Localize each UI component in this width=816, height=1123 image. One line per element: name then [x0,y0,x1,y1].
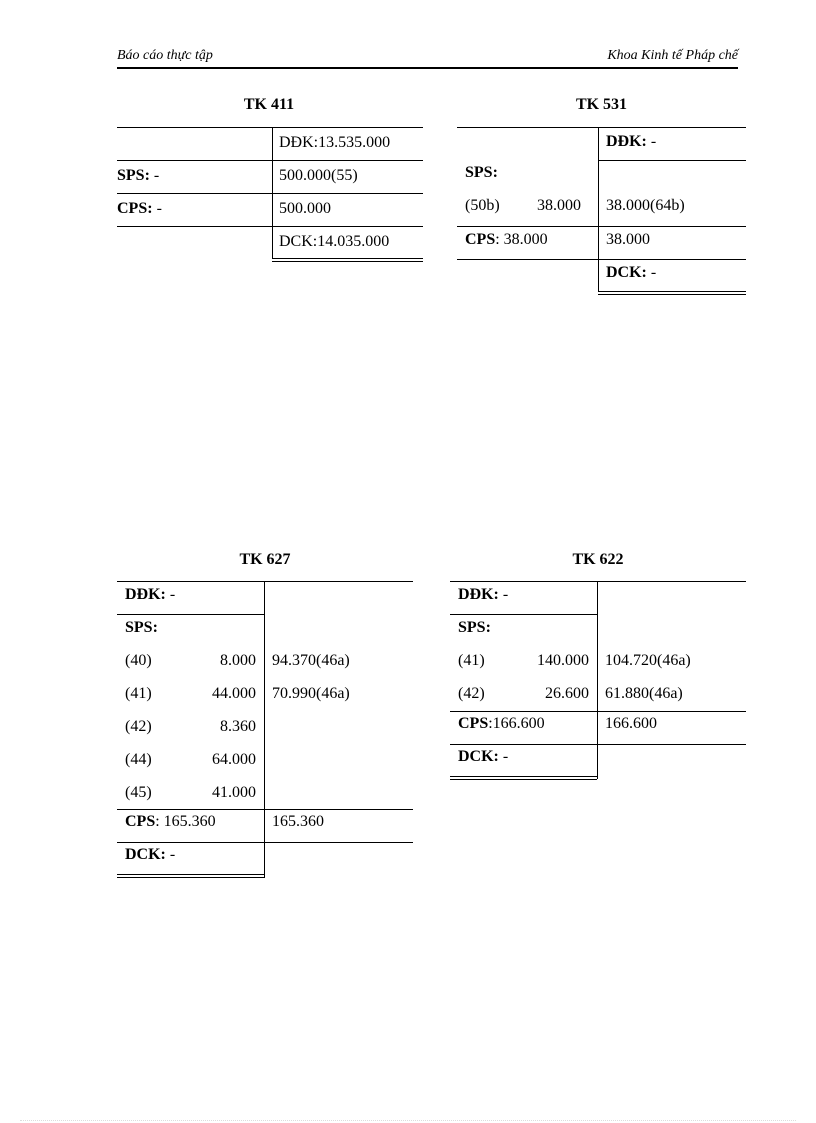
tk627-title: TK 627 [239,551,291,568]
tk622-dck-value: - [498,748,509,765]
tk411-account [117,127,423,263]
tk627-debit-ref: (44) [125,751,152,768]
tk627-account [117,581,413,881]
tk531-cps-value: : 38.000 [495,231,548,248]
tk622-divider [597,581,598,779]
tk411-sps-label: SPS: [117,167,150,184]
tk627-cps [125,813,216,831]
tk622-sps-label: SPS: [458,619,491,636]
tk627-closing-rule [117,874,264,878]
tk622-credit: 61.880(46a) [605,685,683,702]
page-bottom-border [20,1120,796,1121]
tk411-rule-1 [117,160,423,161]
tk531-cps-label: CPS [465,231,496,248]
tk411-closing-rule [272,258,423,262]
tk411-top-rule [117,127,423,128]
tk411-dck: DCK:14.035.000 [279,233,390,250]
tk531-title: TK 531 [575,96,628,113]
header-rule [117,67,738,69]
tk622-ddk-label: DĐK: [458,586,499,603]
tk627-ddk-value: - [165,586,176,603]
tk622-dck [458,748,508,766]
tk531-dck [606,264,656,282]
tk411-sps-value: - [149,167,160,184]
tk622-rule-3 [450,744,746,745]
tk411-sps [117,167,159,185]
tk627-debit-amount: 44.000 [212,685,256,702]
tk627-cps-credit: 165.360 [272,813,324,830]
tk622-top-rule [450,581,746,582]
tk531-entry-credit: 38.000(64b) [606,197,685,214]
tk531-dck-value: - [646,264,657,281]
tk531-top-rule [457,127,746,128]
tk622-cps-label: CPS [458,715,489,732]
tk531-divider [598,127,599,292]
tk411-sps-credit: 500.000(55) [279,167,358,184]
tk531-rule-2 [457,226,746,227]
tk627-debit-amount: 64.000 [212,751,256,768]
header-right: Khoa Kinh tế Pháp chế [607,48,738,63]
tk531-sps [465,164,498,182]
tk531-rule-1 [598,160,746,161]
tk622-ddk [458,586,508,604]
tk627-top-rule [117,581,413,582]
tk411-rule-3 [117,226,423,227]
tk531-cps [465,231,548,249]
tk627-debit-ref: (40) [125,652,152,669]
tk622-ddk-value: - [498,586,509,603]
tk622-debit-ref: (41) [458,652,485,669]
tk622-credit: 104.720(46a) [605,652,691,669]
tk622-account [450,581,746,783]
tk627-debit-amount: 8.360 [220,718,256,735]
tk622-dck-label: DCK: [458,748,499,765]
tk622-cps-value: :166.600 [488,715,545,732]
tk627-sps [125,619,158,637]
tk622-debit-ref: (42) [458,685,485,702]
tk627-debit-ref: (41) [125,685,152,702]
tk627-rule-1 [117,614,264,615]
tk531-ddk [606,133,656,151]
tk531-ddk-value: - [646,133,657,150]
tk627-debit-ref: (45) [125,784,152,801]
tk531-rule-3 [457,259,746,260]
tk627-divider [264,581,265,878]
tk627-debit-amount: 41.000 [212,784,256,801]
tk411-cps-value: - [152,200,162,217]
tk627-sps-label: SPS: [125,619,158,636]
tk531-sps-label: SPS: [465,164,498,181]
tk411-rule-2 [117,193,423,194]
tk411-ddk: DĐK:13.535.000 [279,134,391,151]
tk627-ddk [125,586,175,604]
tk627-rule-3 [117,842,413,843]
tk622-debit-amount: 140.000 [537,652,589,669]
tk622-title: TK 622 [572,551,624,568]
tk531-entry-ref: (50b) [465,197,500,214]
tk627-rule-2 [117,809,413,810]
tk411-cps-credit: 500.000 [279,200,331,217]
tk627-cps-label: CPS [125,813,156,830]
tk627-debit-ref: (42) [125,718,152,735]
tk627-ddk-label: DĐK: [125,586,166,603]
tk627-credit: 94.370(46a) [272,652,350,669]
tk627-credit: 70.990(46a) [272,685,350,702]
tk622-cps [458,715,545,733]
tk622-rule-2 [450,711,746,712]
tk622-rule-1 [450,614,597,615]
tk411-cps [117,200,162,218]
tk531-ddk-label: DĐK: [606,133,647,150]
tk627-dck-label: DCK: [125,846,166,863]
tk531-dck-label: DCK: [606,264,647,281]
header-left: Báo cáo thực tập [117,48,213,63]
tk531-cps-credit: 38.000 [606,231,650,248]
tk411-title: TK 411 [243,96,295,113]
tk411-cps-label: CPS: [117,200,153,217]
tk627-dck [125,846,175,864]
tk622-cps-credit: 166.600 [605,715,657,732]
tk531-account [457,127,746,297]
tk622-sps [458,619,491,637]
tk622-closing-rule [450,776,597,780]
tk627-debit-amount: 8.000 [220,652,256,669]
tk531-entry-amount: 38.000 [537,197,581,214]
tk627-cps-value: : 165.360 [155,813,216,830]
tk531-closing-rule [598,291,746,295]
tk622-debit-amount: 26.600 [545,685,589,702]
tk627-dck-value: - [165,846,176,863]
